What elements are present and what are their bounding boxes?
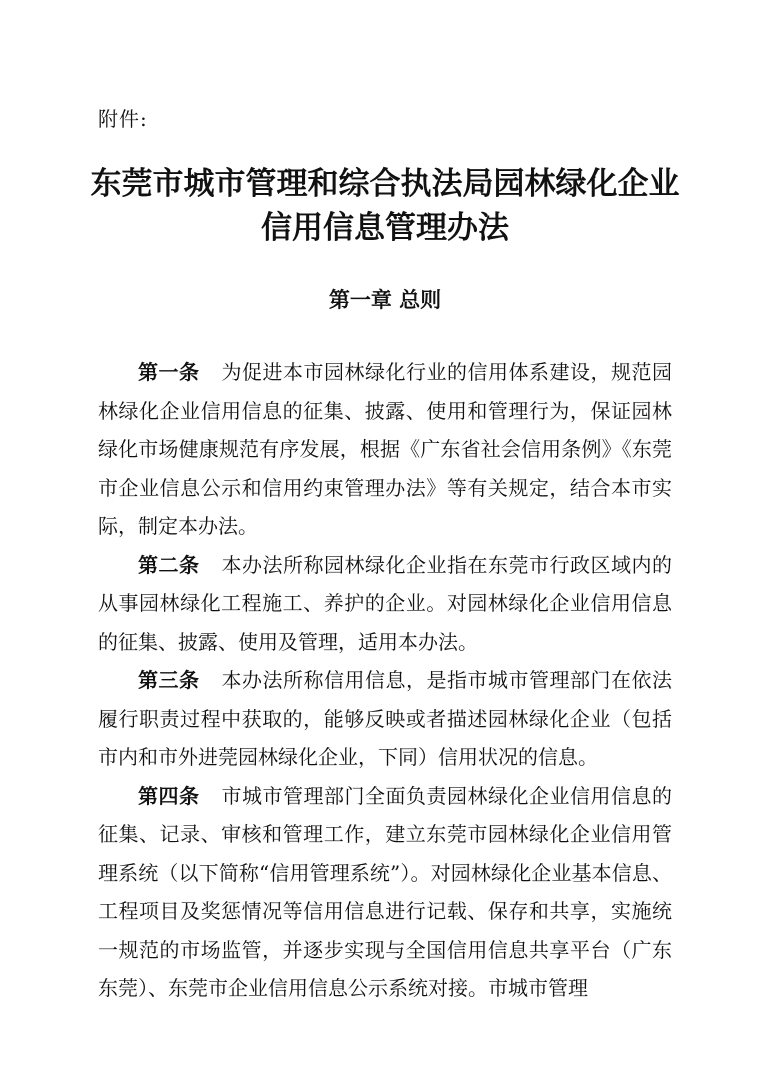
article-label: 第一条 [138,360,200,384]
chapter-heading: 第一章 总则 [328,288,442,312]
article-text: 本办法所称园林绿化企业指在东莞市行政区域内的从事园林绿化工程施工、养护的企业。对园林绿化企业信用信息的征集、披露、使用及管理，适用本办法。 [98,552,672,654]
article-label: 第三条 [138,668,200,692]
article-3 [98,661,672,777]
title-line-1: 东莞市城市管理和综合执法局园林绿化企业 [90,166,680,202]
article-4 [98,777,672,1008]
document-body [98,353,672,1008]
article-label: 第二条 [138,552,200,577]
article-text: 为促进本市园林绿化行业的信用体系建设，规范园林绿化企业信用信息的征集、披露、使用和管理行为，保证园林绿化市场健康规范有序发展，根据《广东省社会信用条例》《东莞市企业信息公示和信用约束管理办法》等有关规定，结合本市实际，制定本办法。 [98,360,672,538]
document-title [0,162,770,250]
article-text: 本办法所称信用信息，是指市城市管理部门在依法履行职责过程中获取的，能够反映或者描述园林绿化企业（包括市内和市外进莞园林绿化企业，下同）信用状况的信息。 [98,668,672,769]
article-1 [98,353,672,546]
title-line-2: 信用信息管理办法 [261,210,509,246]
article-text: 市城市管理部门全面负责园林绿化企业信用信息的征集、记录、审核和管理工作，建立东莞市园林绿化企业信用管理系统（以下简称“信用管理系统”）。对园林绿化企业基本信息、工程项目及奖惩情况等信用信息进行记载、保存和共享，实施统一规范的市场监管，并逐步实现与全国信用信息共享平台（广东东莞）、东莞市企业信用信息公示系统对接。市城市管理 [98,783,672,1000]
article-label: 第四条 [138,783,200,808]
attachment-label: 附件: [98,107,148,131]
article-2 [98,546,672,662]
